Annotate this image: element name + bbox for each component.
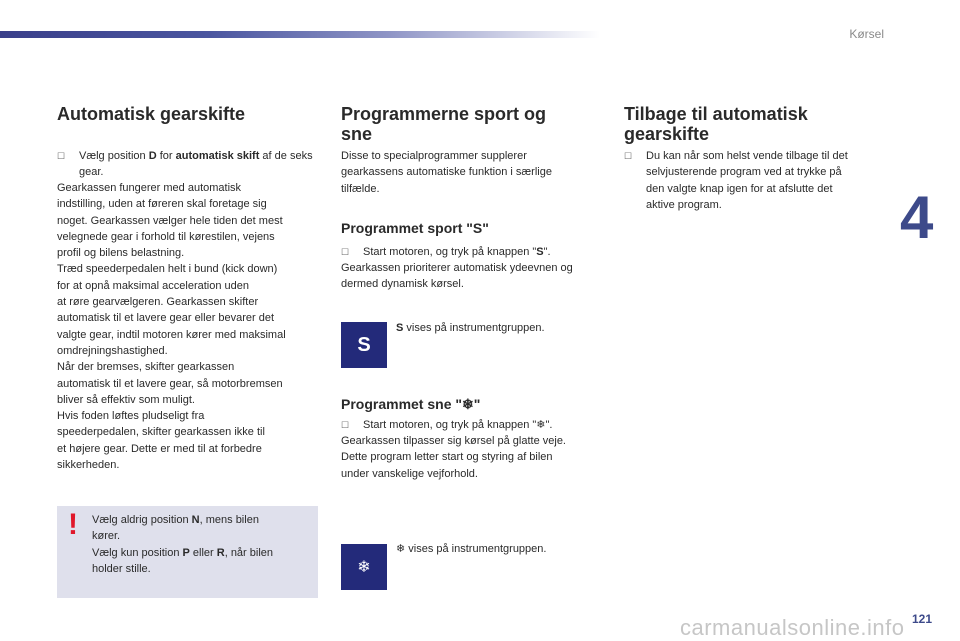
snow-indicator-text: ❄ vises på instrumentgruppen. [396,543,547,555]
snow-indicator-icon: ❄ [341,544,387,590]
warning-box [57,506,318,598]
col1-bullet: ☐ Vælg position D for automatisk skift af de seks gear. [57,150,313,179]
snow-bullet: ☐ Start motoren, og tryk på knappen "❄". [341,417,603,433]
bullet-marker-icon: ☐ [57,151,66,161]
sport-indicator-icon: S [341,322,387,368]
snow-body: Gearkassen tilpasser sig kørsel på glatte veje. Dette program letter start og styring af bilen under vanskelige vejforhold. [341,435,566,480]
col1-body: Gearkassen fungerer med automatisk indstilling, uden at føreren skal foretage sig noget. Gearkassen vælger hele tiden det mest velegnede gear i forhold til kørestilen, vejens profil og bilens belastning. Træd speederpedalen helt i bund (kick down) for at opnå maksimal acceleration uden at røre gearvælgeren. Gearkassen skifter automatisk til et lavere gear eller bevarer det valgte gear, indtil motoren kører med maksimal omdrejningshastighed. Når der bremses, skifter gearkassen automatisk til et lavere gear, så motorbremsen bliver så effektiv som muligt. Hvis foden løftes pludseligt fra speederpedalen, skifter gearkassen ikke til et højere gear. Dette er med til at forbedre sikkerheden. [57,182,286,472]
watermark: carmanualsonline.info [680,615,905,640]
warning-exclamation-icon: ! [68,508,78,541]
bullet-marker-icon: ☐ [341,420,350,430]
sport-indicator-text: S vises på instrumentgruppen. [396,322,545,334]
col2-intro: Disse to specialprogrammer supplerer gearkassens automatiske funktion i særlige tilfælde. [341,150,552,195]
sport-heading: Programmet sport "S" [341,220,489,236]
bullet-marker-icon: ☐ [624,151,633,161]
chapter-number: 4 [900,184,934,251]
col3-bullet: ☐ Du kan når som helst vende tilbage til det selvjusterende program ved at trykke på den valgte knap igen for at afslutte det aktive program. [624,150,848,211]
bullet-marker-icon: ☐ [341,247,350,257]
header-color-bar [0,31,600,38]
section-name: Kørsel [849,27,884,41]
snow-heading: Programmet sne "❄" [341,396,481,412]
col2-title: Programmerne sport og sne [341,104,547,144]
sport-bullet: ☐ Start motoren, og tryk på knappen "S". [341,244,603,260]
col1-title: Automatisk gearskifte [57,104,246,124]
page-number: 121 [912,612,933,626]
sport-body: Gearkassen prioriterer automatisk ydeevnen og dermed dynamisk kørsel. [341,262,573,291]
warning-text: Vælg aldrig position N, mens bilen kører. Vælg kun position P eller R, når bilen holder stille. [92,514,274,575]
col3-title: Tilbage til automatisk gearskifte [624,104,808,144]
